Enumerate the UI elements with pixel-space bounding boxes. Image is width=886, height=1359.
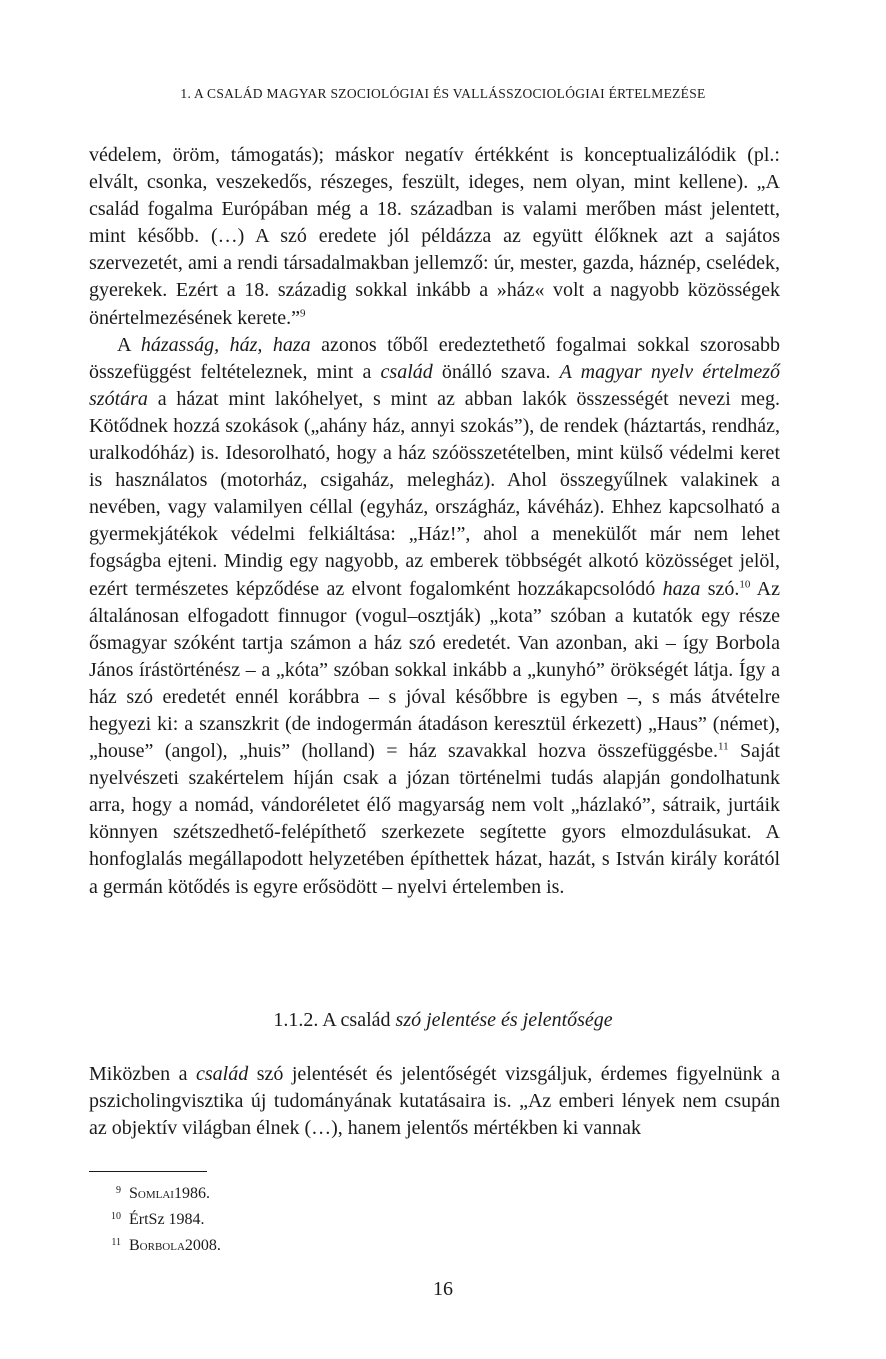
body-text-continued [89,1061,780,1142]
paragraph-1: védelem, öröm, támogatás); máskor negatív értékként is konceptualizálódik (pl.: elvált, csonka, veszekedős, részeges, feszült, ideges, nem olyan, mint kellene). „A család fogalma Európában még a 18. században is valami merőben mást jelentett, mint később. (…) A szó eredete jól példázza az együtt élőknek azt a sajátos szervezetét, ami a rendi társadalmakban jellemző: úr, mester, gazda, háznép, cselédek, gyerekek. Ezért a 18. századig sokkal inkább a »ház« volt a nagyobb közösségek önértelmezésének kerete.”$^9$ [89,144,780,329]
page-number: 16 [433,1278,453,1300]
footnote-ref-10[interactable]: 10 [739,577,751,590]
paragraph-3: Miközben a család szó jelentését és jelentőségét vizsgáljuk, érdemes figyelnünk a pszicholingvisztika új tudományának kutatásaira is. „Az emberi lények nem csupán az objektív világban élnek (…), hanem jelentős mértékben ki vannak [89,1063,780,1140]
footnotes [89,1182,589,1260]
section-subheading: 1.1.2. A család szó jelentése és jelentősége [273,1009,613,1031]
footnote-11: 11 Borbola 2008. [111,1237,221,1254]
footnote-10: 10 ÉrtSz 1984. [111,1211,205,1228]
body-text [89,142,780,901]
paragraph-2: A házasság, ház, haza azonos tőből eredeztethető fogalmai sokkal szorosabb összefüggést feltételeznek, mint a család önálló szava. A magyar nyelv értelmező szótára a házat mint lakóhelyet, s mint az abban lakók összességét nevezi meg. Kötődnek hozzá szokások („ahány ház, annyi szokás”), de rendek (háztartás, rendház, uralkodóház) is. Idesorolható, hogy a ház szóösszetételben, mint külső védelmi keret is használatos (motorház, csigaház, melegház). Ahol összegyűlnek valakinek a nevében, vagy valamilyen céllal (egyház, országház, kávéház). Ehhez kapcsolható a gyermekjátékok védelmi felkiáltása: „Ház!”, ahol a menekülőt már nem lehet fogságba ejteni. Mindig egy nagyobb, az emberek többségét alkotó közösséget jelöl, ezért természetes képződése az elvont fogalomként hozzákapcsolódó haza szó.$^{10}$ Az általánosan elfogadott finnugor (vogul–osztják) „kota” szóban a kutatók egy része ősmagyar szóként tartja számon a ház szó eredetét. Van azonban, aki – így Borbola János írástörténész – a „kóta” szóban sokkal inkább a „kunyhó” örökségét látja. Így a ház szó eredetét ennél korábbra – s jóval későbbre is egyben –, s más átvételre hegyezi ki: a szanszkrit (de indogermán átadáson keresztül érkezett) „Haus” (német), „house” (angol), „huis” (holland) = ház szavakkal hozva összefüggésbe.$^{11}$ Saját nyelvészeti szakértelem híján csak a józan történelmi tudás alapján gondolhatunk arra, hogy a nomád, vándoréletet élő magyarság nem volt „házlakó”, sátraik, jurtáik könnyen szétszedhető-felépíthető szerkezete segítette gyors elmozdulásukat. A honfoglalás megállapodott helyzetében építhettek házat, hazát, s István király korától a germán kötődés is egyre erősödött – nyelvi értelemben is. [89,333,780,898]
footnote-divider [89,1171,207,1172]
running-header: 1. A CSALÁD MAGYAR SZOCIOLÓGIAI ÉS VALLÁSSZOCIOLÓGIAI ÉRTELMEZÉSE [180,86,706,101]
footnote-9: 9 Somlai 1986. [116,1185,210,1202]
footnote-ref-9[interactable]: 9 [299,306,306,319]
footnote-ref-11[interactable]: 11 [718,740,729,753]
